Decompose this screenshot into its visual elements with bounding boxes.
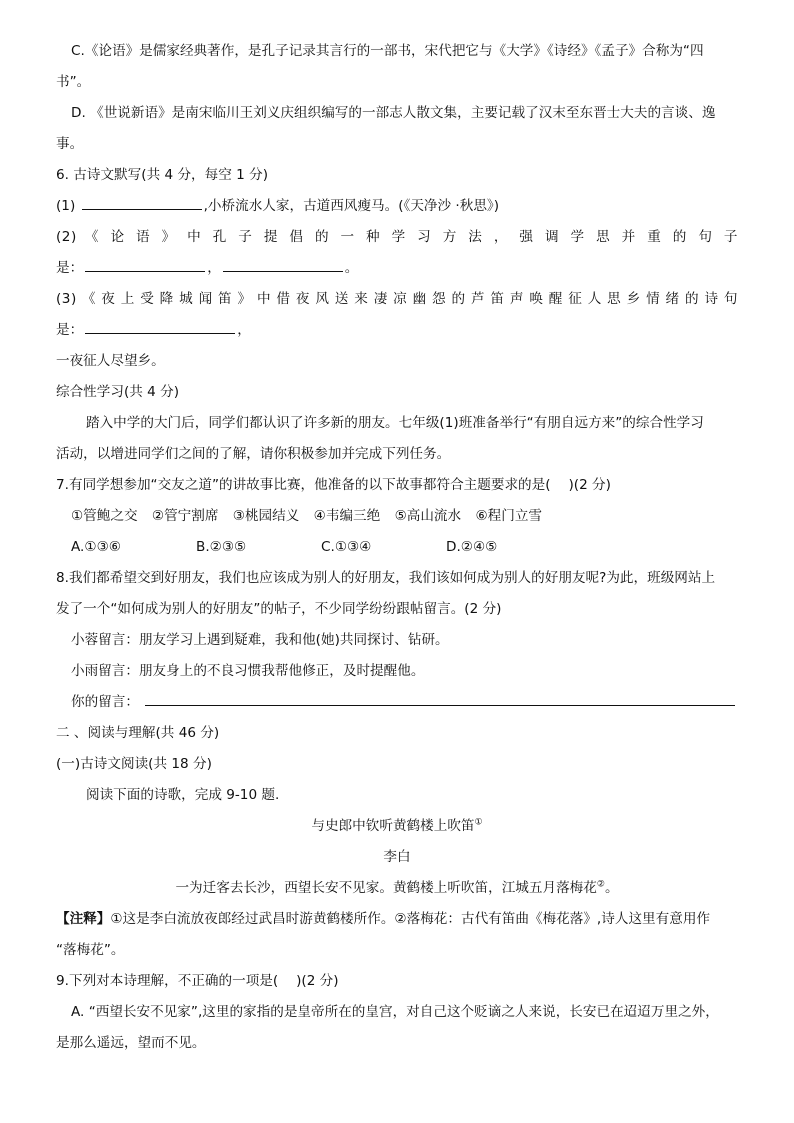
q7-choices [56,532,738,563]
comp-intro-line2: 活动，以增进同学们之间的了解，请你积极参加并完成下列任务。 [56,446,451,462]
q7-item-4: ④韦编三绝 [313,508,381,524]
q7-stem: 7.有同学想参加“交友之道”的讲故事比赛，他准备的以下故事都符合主题要求的是( )(2 分) [56,477,611,493]
comp-section-title: 综合性学习(共 4 分) [56,384,180,400]
q6-part1-number: (1) [56,198,76,214]
notes-line1 [56,904,738,935]
q9-option-a-line2: 是那么遥远，望而不见。 [56,1035,206,1051]
section2-title: 二 、阅读与理解(共 46 分) [56,725,220,741]
q7-choice-a[interactable]: A.①③⑥ [71,539,121,555]
poem-body-text: 一为迁客去长沙，西望长安不见家。黄鹤楼上听吹笛，江城五月落梅花 [175,880,597,896]
notes-text: ①这是李白流放夜郎经过武昌时游黄鹤楼所作。②落梅花：古代有笛曲《梅花落》,诗人这里有意用作 [110,911,711,927]
q5-option-c-line2: 书”。 [56,74,91,90]
q6-part1-text: ,小桥流水人家，古道西风瘦马。(《天净沙 ·秋思》) [203,198,500,214]
q6-part1-blank[interactable] [82,193,202,210]
q6-part2-prefix: 是： [56,260,84,276]
q8-your-message [56,687,738,718]
q7-item-5: ⑤高山流水 [394,508,462,524]
poem-title-text: 与史郎中钦听黄鹤楼上吹笛 [311,818,475,834]
poem-body [56,873,738,904]
q7-items [56,501,738,532]
poem-title-note-mark: ① [474,817,483,828]
q6-part2-stem: (2) 《 论 语 》 中 孔 子 提 倡 的 一 种 学 习 方 法 ， 强 调 学 思 并 重 的 句 子 [56,229,738,245]
q6-title: 6. 古诗文默写(共 4 分，每空 1 分) [56,167,269,183]
q6-part2-answer [56,253,738,284]
q6-part3-stem: (3) 《 夜 上 受 降 城 闻 笛 》 中 借 夜 风 送 来 凄 凉 幽 怨 的 芦 笛 声 唤 醒 征 人 思 乡 情 绪 的 诗 句 [56,291,738,307]
q6-part3-line3: 一夜征人尽望乡。 [56,353,165,369]
q8-your-message-label: 你的留言： [71,694,139,710]
q7-item-6: ⑥程门立雪 [475,508,543,524]
q5-option-d-line2: 事。 [56,136,84,152]
poem-body-end: 。 [604,880,619,896]
q5-option-c-line1: C.《论语》是儒家经典著作，是孔子记录其言行的一部书，宋代把它与《大学》《诗经》《孟子》合称为“四 [71,43,704,59]
comp-intro-line1: 踏入中学的大门后，同学们都认识了许多新的朋友。七年级(1)班准备举行“有朋自远方来”的综合性学习 [86,415,704,431]
q6-part3-end: ， [237,322,251,338]
q8-your-message-blank[interactable] [145,689,735,706]
poem-body-note-mark: ② [596,879,605,890]
q8-stem-line1: 8.我们都希望交到好朋友，我们也应该成为别人的好朋友，我们该如何成为别人的好朋友呢?为此，班级网站上 [56,570,716,586]
q7-item-1: ①管鲍之交 [71,508,138,524]
q9-option-a-line1: A. “西望长安不见家”,这里的家指的是皇帝所在的皇宫，对自己这个贬谪之人来说，长安已在迢迢万里之外， [71,1004,719,1020]
q9-stem: 9.下列对本诗理解，不正确的一项是( )(2 分) [56,973,339,989]
q5-option-d-line1: D. 《世说新语》是南宋临川王刘义庆组织编写的一部志人散文集，主要记载了汉末至东晋士大夫的言谈、逸 [71,105,716,121]
section2-sub1: (一)古诗文阅读(共 18 分) [56,756,212,772]
q7-choice-b[interactable]: B.②③⑤ [196,539,247,555]
q6-part2-blank1[interactable] [85,255,205,272]
q7-item-3: ③桃园结义 [232,508,300,524]
q6-part3-prefix: 是： [56,322,84,338]
notes-label: 【注释】 [56,911,111,927]
q8-message-xiaorong: 小蓉留言：朋友学习上遇到疑难，我和他(她)共同探讨、钻研。 [71,632,449,648]
q6-part2-end: 。 [344,260,359,276]
q6-part2-blank2[interactable] [223,255,343,272]
poem-title [56,811,738,842]
q7-choice-c[interactable]: C.①③④ [321,539,372,555]
notes-line2: “落梅花”。 [56,942,125,958]
q6-part3-answer [56,315,738,346]
q8-stem-line2: 发了一个“如何成为别人的好朋友”的帖子，不少同学纷纷跟帖留言。(2 分) [56,601,502,617]
poem-author: 李白 [383,849,411,865]
q7-choice-d[interactable]: D.②④⑤ [446,539,498,555]
section2-instruction: 阅读下面的诗歌，完成 9-10 题. [86,787,280,803]
q6-part2-sep: ， [207,260,221,276]
q7-item-2: ②管宁割席 [151,508,219,524]
q6-part1 [56,191,738,222]
q6-part3-blank[interactable] [85,317,235,334]
q8-message-xiaoyu: 小雨留言：朋友身上的不良习惯我帮他修正，及时提醒他。 [71,663,425,679]
